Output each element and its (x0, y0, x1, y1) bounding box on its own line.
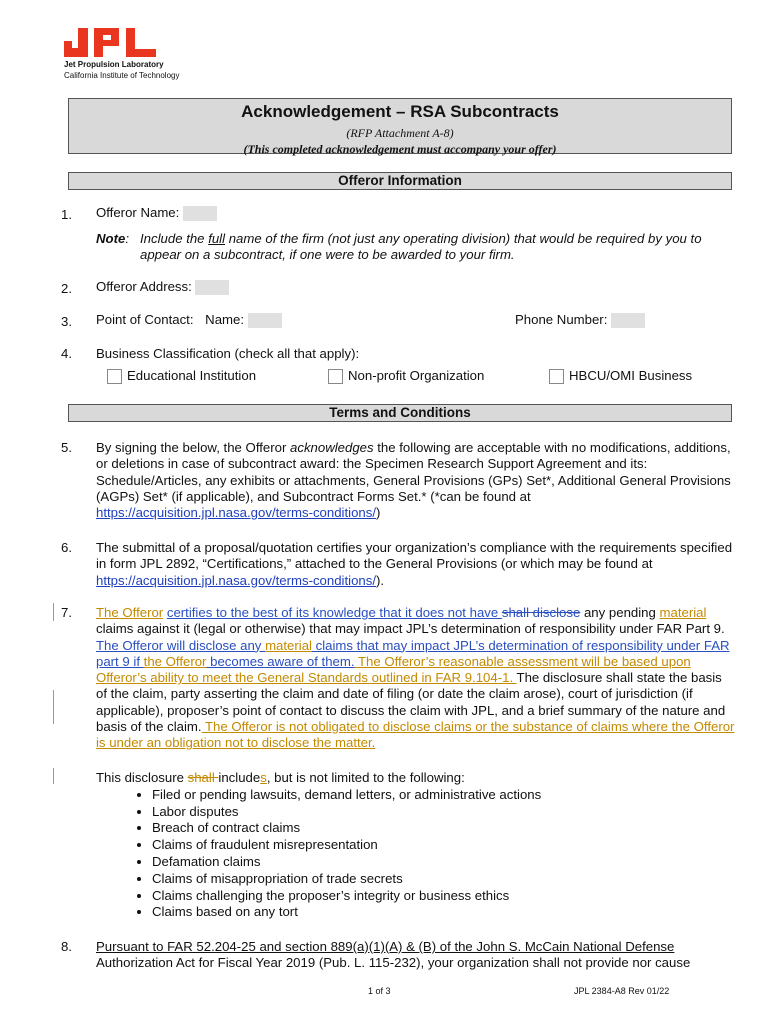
checkbox-box[interactable] (107, 369, 122, 384)
list-item: • Breach of contract claims (152, 820, 736, 837)
list-item: • Defamation claims (152, 854, 736, 871)
note-text-pre: Include the (140, 231, 209, 246)
p5-text: By signing the below, the Offeror (96, 440, 291, 455)
disclosure-text: , but is not limited to the following: (266, 770, 465, 785)
org-parent: California Institute of Technology (64, 71, 180, 80)
document-subtitle: (RFP Attachment A-8) (346, 126, 454, 140)
disclosure-list (96, 787, 736, 921)
p6-text: ). (376, 572, 385, 588)
list-item: • Filed or pending lawsuits, demand letters, or administrative actions (152, 787, 736, 804)
p7-text: claims against it (legal or otherwise) that may impact JPL’s determination of responsibility under FAR Part 9. (96, 621, 725, 637)
terms-conditions-link[interactable]: https://acquisition.jpl.nasa.gov/terms-conditions/ (96, 505, 377, 521)
list-item: • Labor disputes (152, 804, 736, 821)
item-number-5: 5. (61, 440, 72, 455)
list-item: • Claims of fraudulent misrepresentation (152, 837, 736, 854)
paragraph-6 (96, 540, 736, 589)
list-item: • Claims based on any tort (152, 904, 736, 921)
disclosure-block (96, 770, 736, 921)
phone-field[interactable] (611, 313, 645, 328)
poc-label: Point of Contact: (96, 312, 194, 327)
inserted-text: material (265, 637, 312, 653)
inserted-text: s (260, 770, 267, 785)
inserted-text: material (659, 605, 707, 620)
change-bar (53, 690, 54, 724)
inserted-text: becomes aware of them. (206, 653, 355, 669)
item-number-7: 7. (61, 605, 72, 620)
page-number: 1 of 3 (368, 986, 391, 996)
checkbox-hbcu-omi[interactable] (549, 368, 692, 384)
jpl-logo-mark (64, 28, 156, 58)
note-label: Note (96, 231, 126, 246)
list-item: • Claims of misappropriation of trade secrets (152, 871, 736, 888)
item-number-4: 4. (61, 346, 72, 361)
item-number-2: 2. (61, 281, 72, 296)
item-number-1: 1. (61, 207, 72, 222)
checkbox-box[interactable] (549, 369, 564, 384)
note-paragraph (96, 231, 732, 264)
offeror-name-row (96, 205, 217, 221)
inserted-text: The Offeror (96, 605, 164, 620)
change-bar (53, 603, 54, 621)
section-terms-and-conditions: Terms and Conditions (68, 404, 732, 422)
disclosure-text: include (218, 770, 261, 785)
deleted-text: shall disclose (501, 605, 581, 620)
inserted-text: the Offeror (143, 653, 207, 669)
phone-label: Phone Number: (515, 312, 608, 327)
disclosure-text: This disclosure (96, 770, 188, 785)
org-name: Jet Propulsion Laboratory (64, 60, 164, 69)
checkbox-non-profit[interactable] (328, 368, 484, 384)
point-of-contact-row (96, 312, 282, 328)
note-colon: : (125, 231, 129, 246)
business-class-label: Business Classification (check all that apply): (96, 346, 360, 361)
change-bar (53, 768, 54, 784)
offeror-address-field[interactable] (195, 280, 229, 295)
paragraph-7 (96, 605, 736, 752)
p5-text: the following are acceptable with no modifications, additions, or deletions in case of subcontract award: the Specimen Research Support Agreement and its: Schedule/Articles, any exhibits or attachments, General Provisions (GPs) Set*, Additional General Provisions (AGPs) Set* (if applicable), and Subcontract Forms Set.* (*can be found at (96, 440, 731, 504)
terms-conditions-link[interactable]: https://acquisition.jpl.nasa.gov/terms-conditions/ (96, 572, 377, 588)
inserted-text: The Offeror’s reasonable assessment will be based upon Offeror’s ability to meet the General Standards outlined in FAR 9.104-1. (96, 653, 691, 686)
note-text-post: name of the firm (not just any operating division) that would be required by you to appear on a subcontract, if one were to be awarded to your firm. (140, 231, 702, 263)
checkbox-box[interactable] (328, 369, 343, 384)
p5-text: ) (376, 505, 381, 521)
form-id: JPL 2384-A8 Rev 01/22 (574, 986, 670, 996)
section-offeror-information: Offeror Information (68, 172, 732, 190)
item-number-6: 6. (61, 540, 72, 555)
checkbox-label: Non-profit Organization (348, 368, 485, 383)
p8-text: Authorization Act for Fiscal Year 2019 (Pub. L. 115-232), your organization shall not provide nor cause (96, 955, 691, 971)
offeror-address-row (96, 279, 229, 295)
list-item: • Claims challenging the proposer’s integrity or business ethics (152, 888, 736, 905)
item-number-8: 8. (61, 939, 72, 954)
item-number-3: 3. (61, 314, 72, 329)
poc-name-label: Name: (205, 312, 245, 327)
checkbox-label: HBCU/OMI Business (569, 368, 693, 383)
offeror-address-label: Offeror Address: (96, 279, 192, 294)
checkbox-educational-institution[interactable] (107, 368, 256, 384)
p5-acknowledges: acknowledges (290, 440, 374, 455)
p7-text: The disclosure shall state the basis of the claim, party asserting the claim and date of filing (or date the claim arose), court of jurisdiction (if applicable), proposer’s point of contact to discuss the claim with JPL, and a brief summary of the nature and basis of the claim. (96, 670, 726, 735)
jpl-logo (64, 28, 156, 61)
p6-text: The submittal of a proposal/quotation certifies your organization’s compliance with the requirements specified in form JPL 2892, “Certifications,” attached to the General Provisions (or which may be found at (96, 540, 733, 572)
paragraph-8 (96, 939, 736, 972)
offeror-name-field[interactable] (183, 206, 217, 221)
document-instruction: (This completed acknowledgement must accompany your offer) (243, 142, 557, 156)
inserted-text: claims that may impact JPL’s determination of responsibility under FAR part 9 if (96, 637, 730, 669)
paragraph-5 (96, 440, 736, 521)
poc-name-field[interactable] (248, 313, 282, 328)
offeror-name-label: Offeror Name: (96, 205, 180, 220)
inserted-text: certifies to the best of its knowledge that it does not have (166, 605, 502, 620)
document-title: Acknowledgement – RSA Subcontracts (241, 102, 559, 121)
inserted-text: The Offeror will disclose any (96, 637, 266, 653)
checkbox-label: Educational Institution (127, 368, 257, 383)
disclosure-intro (96, 770, 736, 787)
p8-text: Pursuant to FAR 52.204-25 and section 889(a)(1)(A) & (B) of the John S. McCain National Defense (96, 939, 675, 954)
inserted-text: The Offeror is not obligated to disclose claims or the substance of claims where the Offeror is under an obligation not to disclose the matter. (96, 719, 735, 751)
p7-text: any pending (580, 605, 660, 620)
note-text-full: full (208, 231, 226, 246)
phone-row (515, 312, 645, 328)
deleted-text: shall (187, 770, 219, 785)
title-box (68, 98, 732, 154)
